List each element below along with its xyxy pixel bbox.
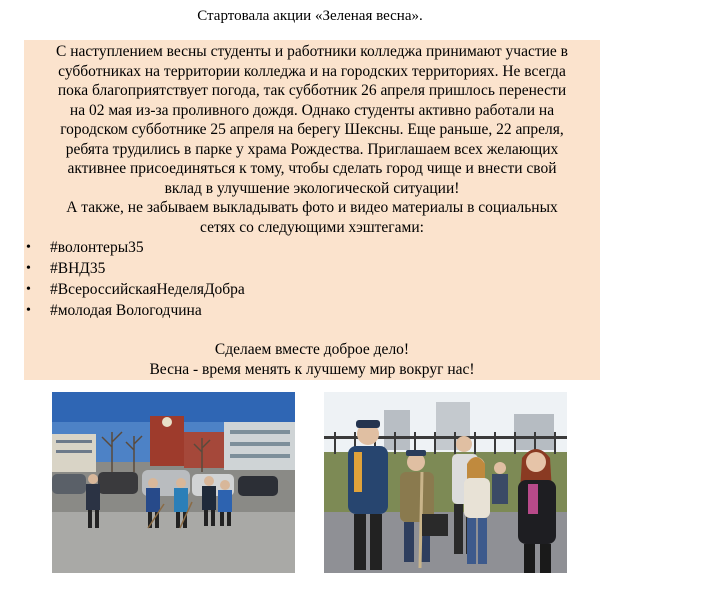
text-line: сетях со следующими хэштегами: xyxy=(200,218,424,236)
hashtag-text: #ВсероссийскаяНеделяДобра xyxy=(50,280,245,298)
bullet-icon: • xyxy=(26,302,31,318)
text-line: на 02 мая из-за проливного дождя. Однако студенты активно работали на xyxy=(69,101,555,119)
closing-text xyxy=(24,340,600,379)
hashtag-item xyxy=(26,279,600,300)
hashtag-item xyxy=(26,300,600,321)
closing-line: Весна - время менять к лучшему мир вокруг нас! xyxy=(149,360,475,378)
bullet-icon: • xyxy=(26,281,31,297)
text-line: пока благоприятствует погода, так субботник 26 апреля пришлось перенести xyxy=(57,82,567,99)
bullet-icon: • xyxy=(26,239,31,255)
hashtag-text: #ВНД35 xyxy=(50,259,106,277)
text-line: активнее присоединяться к тому, чтобы сделать город чище и внести свой xyxy=(67,160,557,177)
photo-students-group xyxy=(324,392,567,573)
text-line: субботниках на территории колледжа и на городских территориях. Не всегда xyxy=(58,62,566,80)
text-line: ребята трудились в парке у храма Рождества. Приглашаем всех желающих xyxy=(65,140,559,158)
hashtag-list xyxy=(24,237,600,321)
text-line: вклад в улучшение экологической ситуации! xyxy=(164,179,460,197)
hashtag-text: #волонтеры35 xyxy=(50,238,144,256)
hashtag-text: #молодая Вологодчина xyxy=(50,301,202,319)
text-line: С наступлением весны студенты и работники колледжа принимают участие в xyxy=(55,43,568,60)
hashtag-item xyxy=(26,258,600,279)
article-paragraph xyxy=(24,40,600,237)
bullet-icon: • xyxy=(26,260,31,276)
text-line: городском субботнике 25 апреля на берегу Шексны. Еще раньше, 22 апреля, xyxy=(60,121,564,138)
photo-cleanup-parking xyxy=(52,392,295,573)
article-box xyxy=(24,40,600,380)
closing-line: Сделаем вместе доброе дело! xyxy=(214,341,410,358)
text-line: А также, не забываем выкладывать фото и видео материалы в социальных xyxy=(66,199,558,216)
article-title: Стартовала акции «Зеленая весна». xyxy=(197,8,423,24)
hashtag-item xyxy=(26,237,600,258)
